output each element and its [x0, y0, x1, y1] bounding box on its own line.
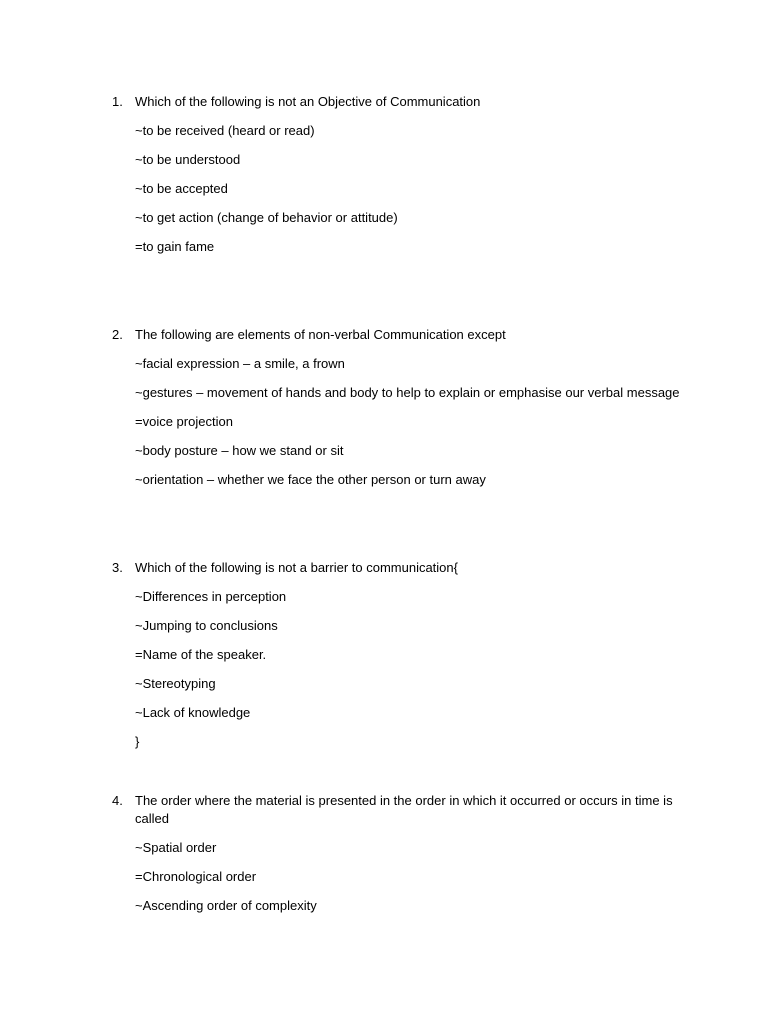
correct-answer-option: =to gain fame	[135, 239, 215, 254]
answer-option: ~body posture – how we stand or sit	[135, 443, 344, 458]
question-text: Which of the following is not a barrier to communication{	[135, 560, 458, 575]
correct-answer-option: =Chronological order	[135, 869, 257, 884]
question-stem	[112, 559, 682, 577]
question-text: The order where the material is presented in the order in which it occurred or occurs in time is called	[135, 793, 673, 826]
question-number: 1.	[112, 94, 123, 109]
question-1	[112, 93, 682, 256]
answer-option: ~to be understood	[135, 152, 241, 167]
answer-option: ~to be received (heard or read)	[135, 123, 315, 138]
answer-option: ~Differences in perception	[135, 589, 287, 604]
question-number: 2.	[112, 327, 123, 342]
answer-option: ~to be accepted	[135, 181, 228, 196]
question-stem	[112, 93, 682, 111]
question-2	[112, 326, 682, 489]
correct-answer-option: =voice projection	[135, 414, 233, 429]
question-stem	[112, 326, 682, 344]
answer-option: ~gestures – movement of hands and body to help to explain or emphasise our verbal message	[135, 385, 680, 400]
question-stem	[112, 792, 682, 828]
answer-option: ~to get action (change of behavior or attitude)	[135, 210, 398, 225]
question-3	[112, 559, 682, 751]
question-text: Which of the following is not an Objective of Communication	[135, 94, 481, 109]
closing-brace: }	[135, 734, 140, 749]
answer-option: ~Spatial order	[135, 840, 217, 855]
answer-option: ~Stereotyping	[135, 676, 216, 691]
answer-option: ~Jumping to conclusions	[135, 618, 278, 633]
correct-answer-option: =Name of the speaker.	[135, 647, 267, 662]
question-text: The following are elements of non-verbal Communication except	[135, 327, 506, 342]
answer-option: ~orientation – whether we face the other person or turn away	[135, 472, 486, 487]
question-number: 4.	[112, 793, 123, 808]
answer-option: ~Ascending order of complexity	[135, 898, 317, 913]
answer-option: ~Lack of knowledge	[135, 705, 251, 720]
question-number: 3.	[112, 560, 123, 575]
answer-option: ~facial expression – a smile, a frown	[135, 356, 345, 371]
question-4	[112, 792, 682, 915]
